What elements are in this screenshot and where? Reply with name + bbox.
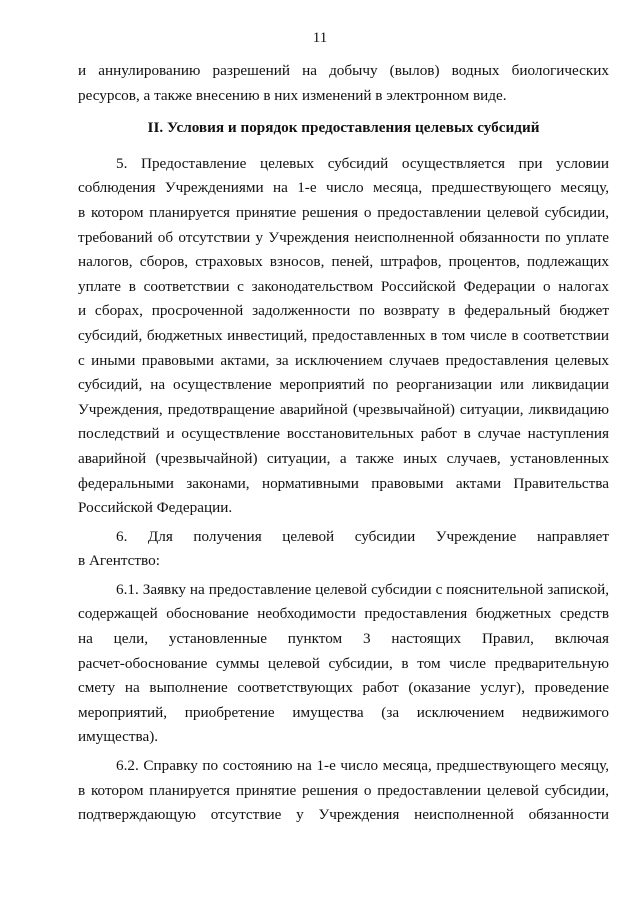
text-line: последствий и осуществление восстановительных работ в случае наступления (78, 425, 609, 443)
text-line: имущества). (78, 728, 159, 746)
intro-paragraph (78, 59, 609, 108)
section-heading: II. Условия и порядок предоставления целевых субсидий (147, 119, 540, 137)
clause-6-2-paragraph (78, 754, 609, 828)
text-line: содержащей обоснование необходимости предоставления бюджетных средств (78, 605, 609, 623)
text-line: в котором планируется принятие решения о предоставлении целевой субсидии, (78, 781, 609, 799)
text-line: субсидий, бюджетных инвестиций, предоставленных в том числе в соответствии (78, 326, 609, 344)
text-line: 6. Для получения целевой субсидии Учреждение направляет (116, 527, 609, 545)
text-line: мероприятий, приобретение имущества (за исключением недвижимого (78, 703, 609, 721)
text-line: подтверждающую отсутствие у Учреждения неисполненной обязанности (78, 806, 609, 824)
text-line: Российской Федерации. (78, 499, 233, 517)
text-line: соблюдения Учреждениями на 1-е число месяца, предшествующего месяцу, (78, 179, 609, 197)
text-line: 6.1. Заявку на предоставление целевой субсидии с пояснительной запиской, (116, 580, 609, 598)
text-line: на цели, установленные пунктом 3 настоящих Правил, включая (78, 630, 609, 648)
text-line: смету на выполнение соответствующих работ (оказание услуг), проведение (78, 679, 609, 697)
text-line: 6.2. Справку по состоянию на 1-е число месяца, предшествующего месяцу, (116, 757, 609, 775)
page-number: 11 (312, 30, 328, 46)
clause-5-paragraph (78, 152, 609, 521)
text-line: налогов, сборов, страховых взносов, пеней, штрафов, процентов, подлежащих (78, 253, 609, 271)
text-line: субсидий, на осуществление мероприятий по реорганизации или ликвидации (78, 376, 609, 394)
text-line: и сборах, просроченной задолженности по возврату в федеральный бюджет (78, 302, 609, 320)
text-line: аварийной (чрезвычайной) ситуации, а также иных случаев, установленных (78, 449, 609, 467)
text-line: ресурсов, а также внесению в них изменений в электронном виде. (78, 86, 507, 104)
text-line: федеральными законами, нормативными правовыми актами Правительства (78, 474, 609, 492)
text-line: в Агентство: (78, 552, 160, 570)
text-line: с иными правовыми актами, за исключением случаев предоставления целевых (78, 351, 609, 369)
text-line: уплате в соответствии с законодательством Российской Федерации о налогах (78, 277, 609, 295)
text-line: расчет-обоснование суммы целевой субсидии, в том числе предварительную (78, 654, 609, 672)
text-line: в котором планируется принятие решения о предоставлении целевой субсидии, (78, 203, 609, 221)
clause-6-1-paragraph (78, 578, 609, 750)
clause-6-paragraph (78, 525, 609, 574)
text-line: требований об отсутствии у Учреждения неисполненной обязанности по уплате (78, 228, 609, 246)
text-line: 5. Предоставление целевых субсидий осуществляется при условии (116, 154, 609, 172)
document-body (78, 59, 609, 828)
text-line: Учреждения, предотвращение аварийной (чрезвычайной) ситуации, ликвидацию (78, 400, 609, 418)
text-line: и аннулированию разрешений на добычу (вылов) водных биологических (78, 62, 609, 79)
